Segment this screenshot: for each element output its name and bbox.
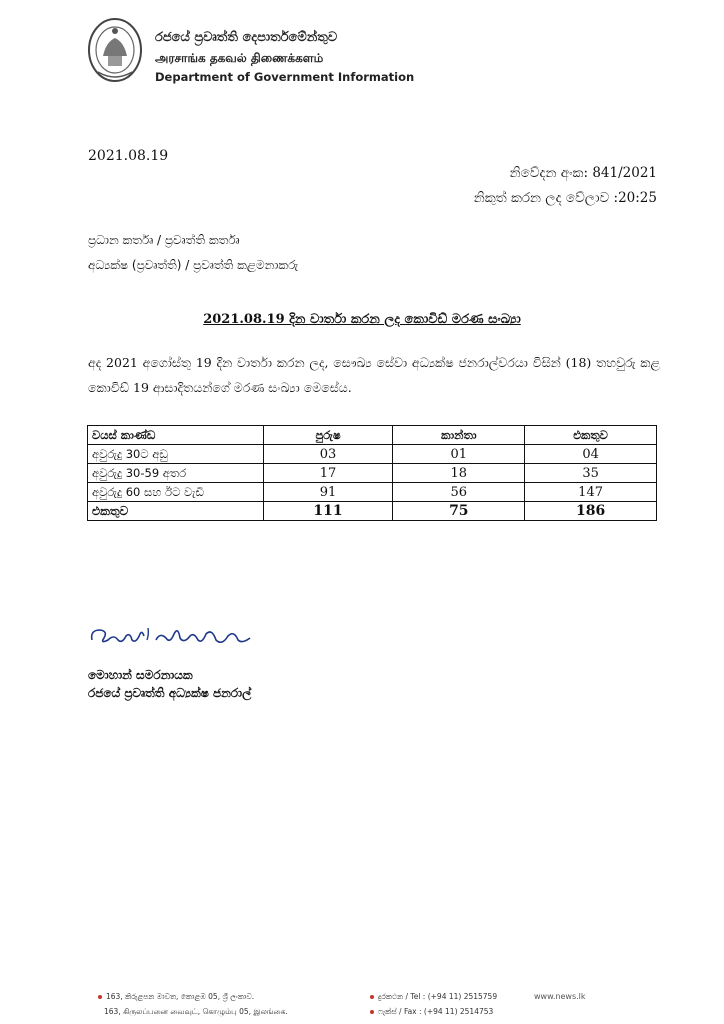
- table-row: [88, 464, 657, 483]
- total-cell: 04: [525, 445, 657, 464]
- document-date: 2021.08.19: [88, 148, 169, 164]
- deaths-table: [87, 425, 657, 521]
- footer-fax-text: ෆැක්ස් / Fax : (+94 11) 2514753: [378, 1007, 494, 1016]
- department-name-sinhala: රජයේ ප්‍රවෘත්ති දෙපාර්තමේන්තුව: [155, 30, 338, 45]
- age-group-cell: අවුරුදු 60 සහ ඊට වැඩි: [88, 483, 264, 502]
- release-time: නිකුත් කරන ලද වේලාව :20:25: [473, 190, 657, 206]
- department-name-tamil: அரசாங்க தகவல் திணைக்களம்: [155, 51, 324, 65]
- release-number: නිවේදන අංක: 841/2021: [509, 165, 657, 181]
- bullet-icon: [370, 1010, 374, 1014]
- footer-address-sinhala-text: 163, කිරුළපන මාවත, කොළඹ 05, ශ්‍රී ලංකාව.: [106, 992, 255, 1001]
- female-cell: 01: [393, 445, 525, 464]
- footer-phone-text: දුරකථන / Tel : (+94 11) 2515759: [378, 992, 498, 1001]
- signatory-title: රජයේ ප්‍රවෘත්ති අධ්‍යක්ෂ ජනරාල්: [88, 686, 252, 700]
- male-cell: 91: [263, 483, 393, 502]
- bullet-icon: [370, 995, 374, 999]
- header-female: කාන්තා: [393, 426, 525, 445]
- footer-address-sinhala: [98, 992, 254, 1002]
- table-row: [88, 483, 657, 502]
- signature-image: [86, 618, 256, 658]
- bullet-icon: [98, 995, 102, 999]
- table-row: [88, 445, 657, 464]
- addressee-line: අධ්‍යක්ෂ (ප්‍රවෘත්ති) / ප්‍රවෘත්ති කළමනාකරු: [88, 258, 299, 272]
- male-cell: 03: [263, 445, 393, 464]
- footer-fax: [370, 1007, 493, 1017]
- document-title: [0, 312, 724, 327]
- total-female-cell: 75: [393, 502, 525, 521]
- grand-total-cell: 186: [525, 502, 657, 521]
- footer-phone: [370, 992, 497, 1002]
- addressee-line: ප්‍රධාන කර්තෘ / ප්‍රවෘත්ති කර්තෘ: [88, 233, 240, 247]
- header-age-group: වයස් කාණ්ඩ: [88, 426, 264, 445]
- total-male-cell: 111: [263, 502, 393, 521]
- department-name-english: Department of Government Information: [155, 70, 415, 84]
- age-group-cell: අවුරුදු 30ට අඩු: [88, 445, 264, 464]
- total-label-cell: එකතුව: [88, 502, 264, 521]
- total-cell: 35: [525, 464, 657, 483]
- signatory-name: මොහාන් සමරනායක: [88, 668, 193, 682]
- document-title-text: 2021.08.19 දින වාර්තා කරන ලද කොවිඩ් මරණ සංඛ්‍යා: [203, 312, 521, 327]
- footer-address-tamil: 163, கிருலப்பனை வைவுட், கொழும்பு 05, இலங்கை.: [104, 1007, 288, 1016]
- body-paragraph: අද 2021 අගෝස්තු 19 දින වාර්තා කරන ලද, සෞඛ්‍ය සේවා අධ්‍යක්ෂ ජනරාල්වරයා විසින් (18) තහවුරු කළ කොවිඩ් 19 ආසාදිතයන්ගේ මරණ සංඛ්‍යා මෙසේය.: [88, 355, 660, 395]
- female-cell: 56: [393, 483, 525, 502]
- male-cell: 17: [263, 464, 393, 483]
- female-cell: 18: [393, 464, 525, 483]
- table-header-row: [88, 426, 657, 445]
- header-total: එකතුව: [525, 426, 657, 445]
- table-total-row: [88, 502, 657, 521]
- footer-website-link[interactable]: www.news.lk: [534, 992, 586, 1001]
- age-group-cell: අවුරුදු 30-59 අතර: [88, 464, 264, 483]
- header-male: පුරුෂ: [263, 426, 393, 445]
- total-cell: 147: [525, 483, 657, 502]
- government-emblem-icon: [86, 16, 144, 84]
